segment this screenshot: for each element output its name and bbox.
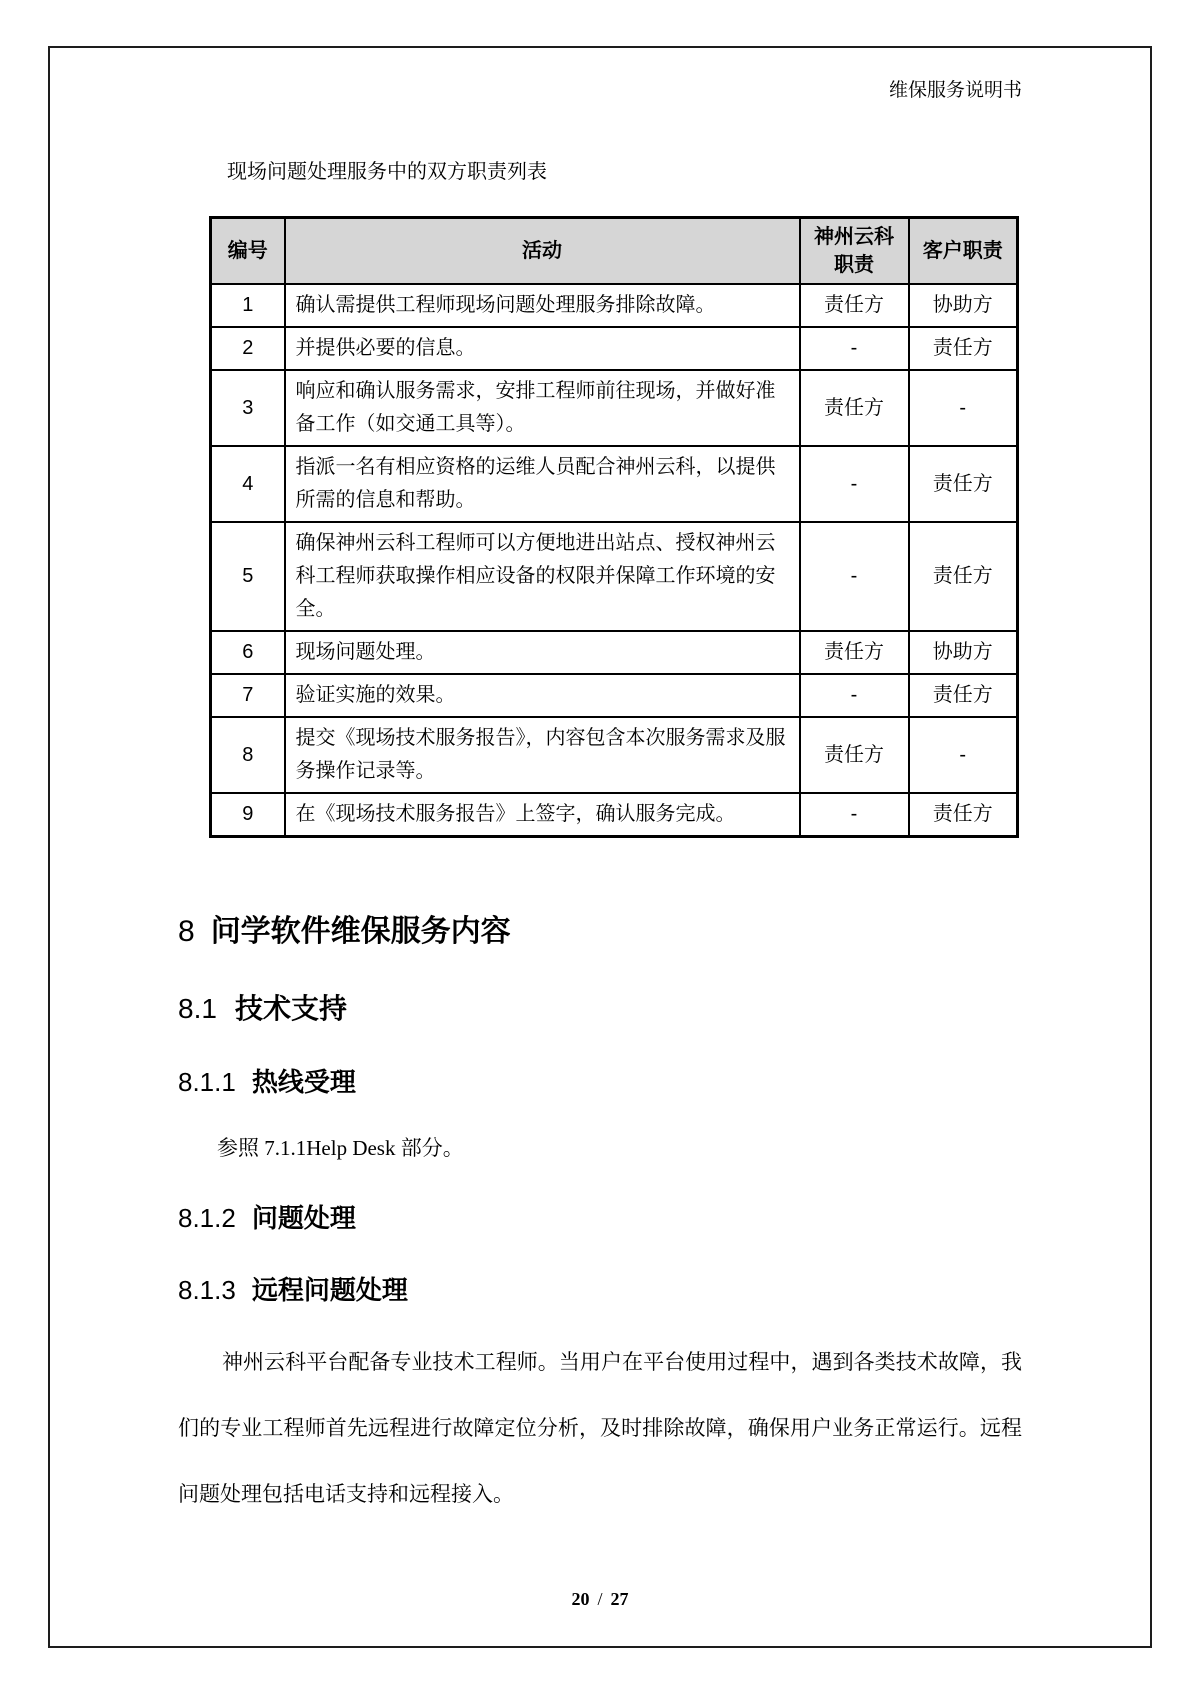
- cell-no: 6: [211, 631, 285, 674]
- remote-support-paragraph: 神州云科平台配备专业技术工程师。当用户在平台使用过程中，遇到各类技术故障，我们的专业工程师首先远程进行故障定位分析，及时排除故障，确保用户业务正常运行。远程问题处理包括电话支持和远程接入。: [178, 1351, 1022, 1506]
- section-number: 8.1.2: [178, 1203, 236, 1233]
- section-heading-8-1-2: [178, 1202, 1022, 1234]
- page-number-total: 27: [610, 1589, 629, 1609]
- cell-customer: -: [909, 717, 1018, 793]
- page-footer: [50, 1588, 1150, 1610]
- cell-no: 7: [211, 674, 285, 717]
- cell-vendor: 责任方: [800, 370, 909, 446]
- cell-customer: -: [909, 370, 1018, 446]
- col-header-vendor: 神州云科职责: [800, 218, 909, 285]
- cell-customer: 协助方: [909, 631, 1018, 674]
- col-header-no: 编号: [211, 218, 285, 285]
- table-row: [211, 793, 1018, 837]
- cell-activity: 指派一名有相应资格的运维人员配合神州云科，以提供所需的信息和帮助。: [285, 446, 800, 522]
- table-row: [211, 284, 1018, 327]
- section-title: 技术支持: [234, 993, 347, 1024]
- section-title: 问学软件维保服务内容: [210, 915, 511, 948]
- cell-no: 1: [211, 284, 285, 327]
- cell-customer: 责任方: [909, 674, 1018, 717]
- table-row: [211, 631, 1018, 674]
- cell-no: 2: [211, 327, 285, 370]
- table-row: [211, 522, 1018, 631]
- cell-activity: 响应和确认服务需求，安排工程师前往现场，并做好准备工作（如交通工具等）。: [285, 370, 800, 446]
- cell-vendor: 责任方: [800, 284, 909, 327]
- table-row: [211, 717, 1018, 793]
- table-row: [211, 446, 1018, 522]
- section-heading-8-1-1: [178, 1066, 1022, 1098]
- cell-customer: 责任方: [909, 446, 1018, 522]
- section-heading-8-1-3: [178, 1274, 1022, 1306]
- cell-activity: 提交《现场技术服务报告》，内容包含本次服务需求及服务操作记录等。: [285, 717, 800, 793]
- cell-vendor: 责任方: [800, 717, 909, 793]
- cell-activity: 在《现场技术服务报告》上签字，确认服务完成。: [285, 793, 800, 837]
- cell-no: 5: [211, 522, 285, 631]
- cell-no: 3: [211, 370, 285, 446]
- col-header-customer: 客户职责: [909, 218, 1018, 285]
- cell-vendor: -: [800, 522, 909, 631]
- reference-paragraph: 参照 7.1.1Help Desk 部分。: [217, 1136, 464, 1160]
- section-number: 8.1: [178, 993, 217, 1024]
- cell-vendor: -: [800, 674, 909, 717]
- cell-vendor: -: [800, 327, 909, 370]
- table-caption: 现场问题处理服务中的双方职责列表: [227, 161, 547, 183]
- cell-no: 9: [211, 793, 285, 837]
- section-number: 8.1.1: [178, 1067, 236, 1097]
- responsibility-table: [209, 216, 1019, 838]
- cell-customer: 责任方: [909, 522, 1018, 631]
- cell-activity: 并提供必要的信息。: [285, 327, 800, 370]
- cell-activity: 确认需提供工程师现场问题处理服务排除故障。: [285, 284, 800, 327]
- table-row: [211, 674, 1018, 717]
- section-title: 问题处理: [251, 1203, 356, 1233]
- cell-activity: 验证实施的效果。: [285, 674, 800, 717]
- cell-no: 4: [211, 446, 285, 522]
- cell-customer: 责任方: [909, 793, 1018, 837]
- page-number-separator: /: [597, 1589, 603, 1609]
- cell-customer: 责任方: [909, 327, 1018, 370]
- section-number: 8.1.3: [178, 1275, 236, 1305]
- cell-activity: 现场问题处理。: [285, 631, 800, 674]
- cell-no: 8: [211, 717, 285, 793]
- table-header-row: [211, 218, 1018, 285]
- section-title: 热线受理: [251, 1067, 356, 1097]
- section-title: 远程问题处理: [251, 1275, 408, 1305]
- cell-activity: 确保神州云科工程师可以方便地进出站点、授权神州云科工程师获取操作相应设备的权限并保障工作环境的安全。: [285, 522, 800, 631]
- cell-vendor: -: [800, 446, 909, 522]
- section-heading-8-1: [178, 992, 1022, 1026]
- table-row: [211, 370, 1018, 446]
- section-heading-8: [178, 914, 1022, 950]
- col-header-activity: 活动: [285, 218, 800, 285]
- table-row: [211, 327, 1018, 370]
- section-number: 8: [178, 915, 195, 948]
- cell-vendor: -: [800, 793, 909, 837]
- page-number-current: 20: [571, 1589, 590, 1609]
- cell-vendor: 责任方: [800, 631, 909, 674]
- page-border-frame: [48, 46, 1152, 1648]
- running-header: 维保服务说明书: [888, 80, 1022, 101]
- cell-customer: 协助方: [909, 284, 1018, 327]
